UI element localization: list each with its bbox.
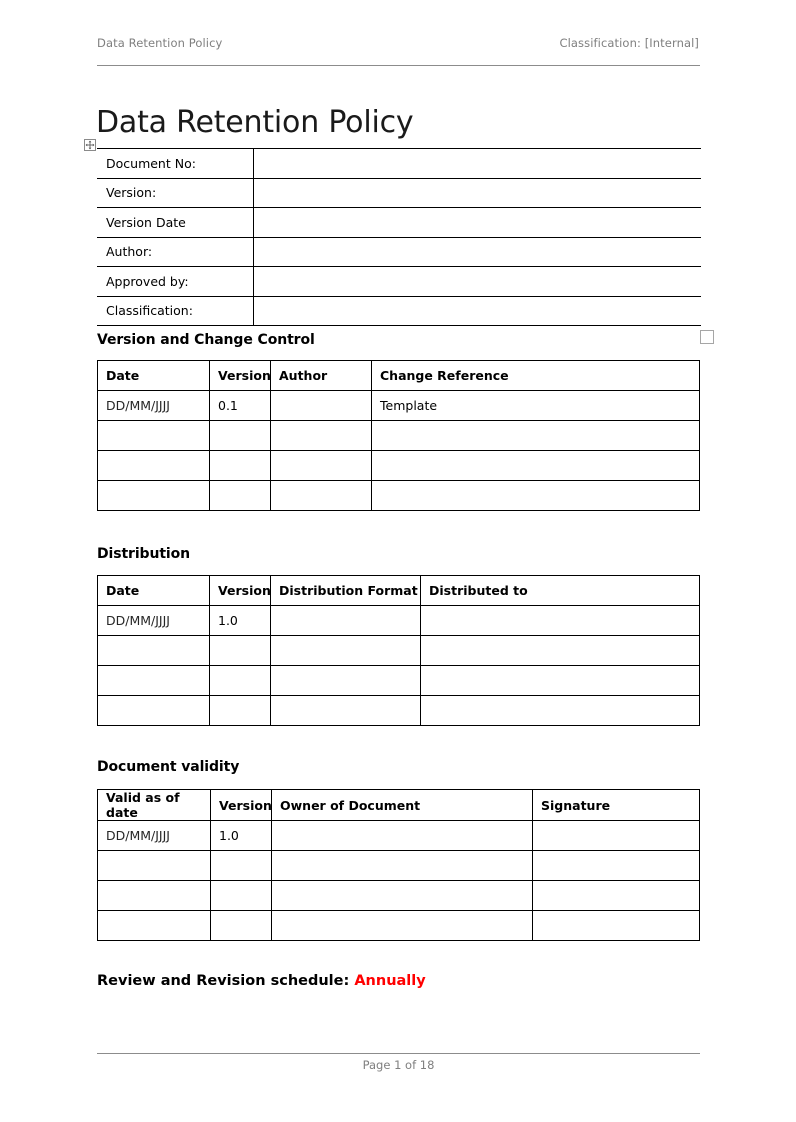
cell-author[interactable]: [271, 481, 372, 511]
column-header-change-reference: Change Reference: [372, 361, 700, 391]
cell-distributed-to[interactable]: [421, 696, 700, 726]
table-row: [98, 821, 700, 851]
cell-version[interactable]: [210, 421, 271, 451]
column-header-version: Version: [210, 361, 271, 391]
cell-version[interactable]: [210, 481, 271, 511]
metadata-value[interactable]: [253, 208, 701, 238]
metadata-label: Version Date: [97, 208, 253, 238]
table-row: [98, 851, 700, 881]
table-row: [98, 666, 700, 696]
review-and-revision-schedule: [97, 973, 426, 989]
column-header-version: Version: [211, 790, 272, 821]
column-header-author: Author: [271, 361, 372, 391]
cell-valid-as-of-date[interactable]: [98, 911, 211, 941]
cell-valid-as-of-date[interactable]: DD/MM/JJJJ: [98, 821, 211, 851]
metadata-label: Approved by:: [97, 267, 253, 297]
table-row: [97, 208, 701, 238]
cell-version[interactable]: [210, 666, 271, 696]
cell-owner-of-document[interactable]: [272, 911, 533, 941]
cell-distributed-to[interactable]: [421, 636, 700, 666]
cell-distribution-format[interactable]: [271, 696, 421, 726]
metadata-value[interactable]: [253, 149, 701, 179]
table-header-row: [98, 361, 700, 391]
table-row: [98, 881, 700, 911]
column-header-date: Date: [98, 361, 210, 391]
cell-owner-of-document[interactable]: [272, 881, 533, 911]
cell-version[interactable]: [211, 881, 272, 911]
document-validity-table: [97, 789, 700, 941]
cell-version[interactable]: [210, 636, 271, 666]
document-metadata-table: [97, 148, 701, 326]
table-row: [98, 451, 700, 481]
cell-signature[interactable]: [533, 851, 700, 881]
cell-distribution-format[interactable]: [271, 666, 421, 696]
review-schedule-value: Annually: [354, 973, 426, 989]
metadata-label: Document No:: [97, 149, 253, 179]
metadata-value[interactable]: [253, 296, 701, 326]
cell-change-reference[interactable]: Template: [372, 391, 700, 421]
table-row: [97, 267, 701, 297]
cell-date[interactable]: [98, 481, 210, 511]
cell-change-reference[interactable]: [372, 421, 700, 451]
table-row: [97, 178, 701, 208]
metadata-value[interactable]: [253, 237, 701, 267]
cell-date[interactable]: [98, 666, 210, 696]
footer-divider: [97, 1053, 700, 1054]
cell-distribution-format[interactable]: [271, 636, 421, 666]
cell-change-reference[interactable]: [372, 451, 700, 481]
table-row: [97, 237, 701, 267]
table-row: [98, 911, 700, 941]
table-row: [97, 296, 701, 326]
cell-version[interactable]: [210, 696, 271, 726]
table-resize-handle[interactable]: [700, 330, 714, 344]
table-row: [98, 636, 700, 666]
cell-author[interactable]: [271, 391, 372, 421]
header-left-text: Data Retention Policy: [97, 36, 223, 50]
cell-version[interactable]: 1.0: [210, 606, 271, 636]
table-move-handle[interactable]: [84, 139, 96, 151]
column-header-version: Version: [210, 576, 271, 606]
cell-date[interactable]: [98, 636, 210, 666]
header-divider: [97, 65, 700, 66]
table-row: [98, 606, 700, 636]
move-arrows-icon: [85, 140, 95, 150]
column-header-valid-as-of-date: Valid as of date: [98, 790, 211, 821]
table-header-row: [98, 790, 700, 821]
cell-valid-as-of-date[interactable]: [98, 881, 211, 911]
section-heading-distribution: Distribution: [97, 546, 191, 562]
running-header: [97, 36, 699, 50]
table-row: [98, 421, 700, 451]
cell-version[interactable]: [210, 451, 271, 481]
cell-author[interactable]: [271, 421, 372, 451]
table-header-row: [98, 576, 700, 606]
table-row: [98, 481, 700, 511]
cell-date[interactable]: [98, 696, 210, 726]
table-row: [97, 149, 701, 179]
cell-version[interactable]: 1.0: [211, 821, 272, 851]
cell-signature[interactable]: [533, 821, 700, 851]
cell-distributed-to[interactable]: [421, 666, 700, 696]
page-number-footer: Page 1 of 18: [362, 1058, 435, 1072]
column-header-distribution-format: Distribution Format: [271, 576, 421, 606]
section-heading-document-validity: Document validity: [97, 759, 240, 775]
metadata-label: Classification:: [97, 296, 253, 326]
cell-date[interactable]: DD/MM/JJJJ: [98, 391, 210, 421]
cell-version[interactable]: [211, 851, 272, 881]
cell-date[interactable]: [98, 421, 210, 451]
column-header-date: Date: [98, 576, 210, 606]
review-schedule-label: Review and Revision schedule:: [97, 973, 355, 989]
cell-signature[interactable]: [533, 911, 700, 941]
version-and-change-control-table: [97, 360, 700, 511]
page-title: Data Retention Policy: [96, 105, 414, 140]
cell-owner-of-document[interactable]: [272, 851, 533, 881]
distribution-table: [97, 575, 700, 726]
column-header-owner-of-document: Owner of Document: [272, 790, 533, 821]
cell-valid-as-of-date[interactable]: [98, 851, 211, 881]
cell-date[interactable]: [98, 451, 210, 481]
cell-owner-of-document[interactable]: [272, 821, 533, 851]
table-row: [98, 696, 700, 726]
cell-distributed-to[interactable]: [421, 606, 700, 636]
cell-author[interactable]: [271, 451, 372, 481]
metadata-label: Version:: [97, 178, 253, 208]
column-header-distributed-to: Distributed to: [421, 576, 700, 606]
metadata-label: Author:: [97, 237, 253, 267]
cell-change-reference[interactable]: [372, 481, 700, 511]
table-row: [98, 391, 700, 421]
cell-signature[interactable]: [533, 881, 700, 911]
header-right-classification: Classification: [Internal]: [559, 36, 699, 50]
metadata-value[interactable]: [253, 178, 701, 208]
metadata-value[interactable]: [253, 267, 701, 297]
cell-date[interactable]: DD/MM/JJJJ: [98, 606, 210, 636]
section-heading-version-and-change-control: Version and Change Control: [97, 332, 315, 348]
cell-distribution-format[interactable]: [271, 606, 421, 636]
cell-version[interactable]: 0.1: [210, 391, 271, 421]
cell-version[interactable]: [211, 911, 272, 941]
column-header-signature: Signature: [533, 790, 700, 821]
